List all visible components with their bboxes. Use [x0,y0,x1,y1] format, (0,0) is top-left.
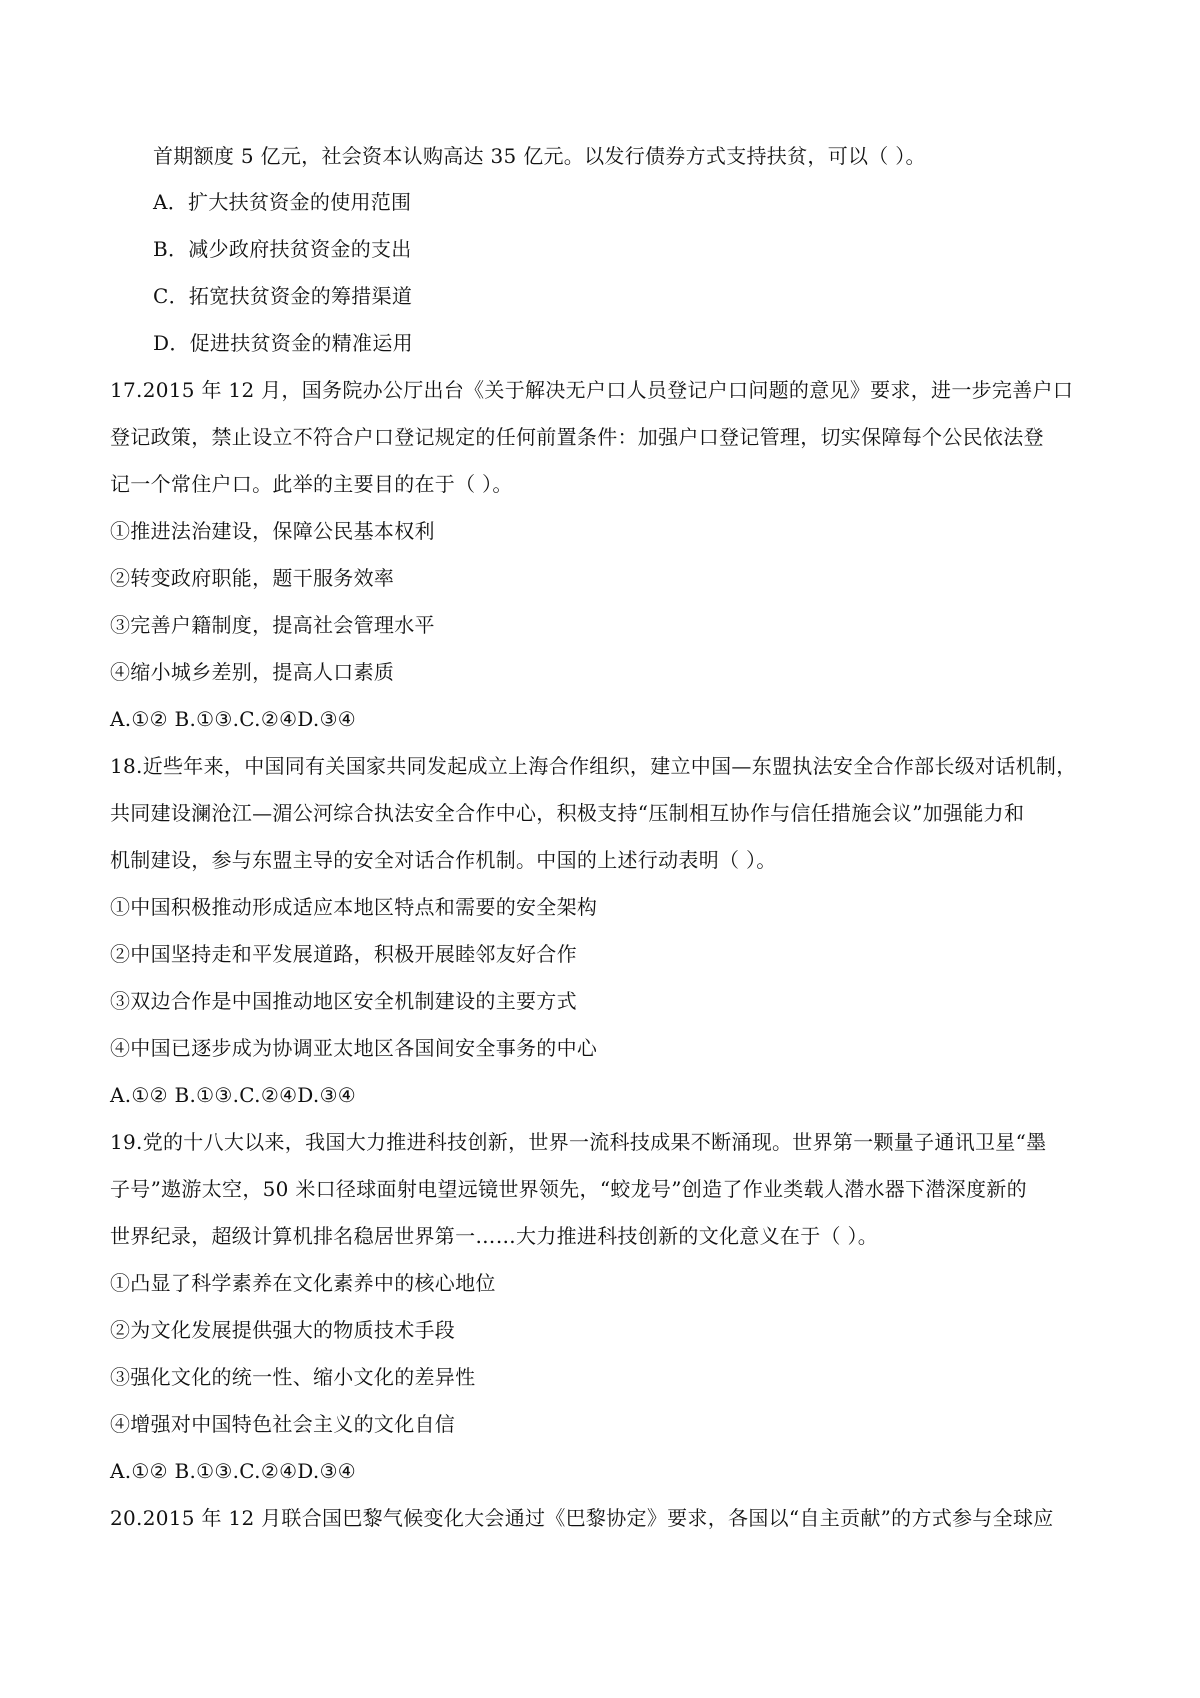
q18-stem-line-1: 18.近些年来，中国同有关国家共同发起成立上海合作组织，建立中国—东盟执法安全合作部长级对话机制， [110,754,1077,778]
q17-stem-line-2: 登记政策，禁止设立不符合户口登记规定的任何前置条件：加强户口登记管理，切实保障每个公民依法登 [110,425,1044,449]
q20-stem-line-1: 20.2015 年 12 月联合国巴黎气候变化大会通过《巴黎协定》要求，各国以“自主贡献”的方式参与全球应 [110,1506,1054,1530]
q16-option-b: B．减少政府扶贫资金的支出 [153,237,412,261]
q17-item-3: ③完善户籍制度，提高社会管理水平 [110,613,435,637]
q18-answer-choices: A.①② B.①③.C.②④D.③④ [110,1083,357,1107]
q18-item-3: ③双边合作是中国推动地区安全机制建设的主要方式 [110,989,577,1013]
q16-option-c: C．拓宽扶贫资金的筹措渠道 [153,284,413,308]
q18-item-1: ①中国积极推动形成适应本地区特点和需要的安全架构 [110,895,598,919]
q18-item-4: ④中国已逐步成为协调亚太地区各国间安全事务的中心 [110,1036,598,1060]
q17-stem-line-3: 记一个常住户口。此举的主要目的在于（ ）。 [110,472,513,496]
q19-stem-line-3: 世界纪录，超级计算机排名稳居世界第一……大力推进科技创新的文化意义在于（ ）。 [110,1224,879,1248]
q18-stem-line-2: 共同建设澜沧江—湄公河综合执法安全合作中心，积极支持“压制相互协作与信任措施会议”加强能力和 [110,801,1025,825]
q19-item-2: ②为文化发展提供强大的物质技术手段 [110,1318,456,1342]
q17-item-1: ①推进法治建设，保障公民基本权利 [110,519,435,543]
q18-item-2: ②中国坚持走和平发展道路，积极开展睦邻友好合作 [110,942,577,966]
q19-stem-line-1: 19.党的十八大以来，我国大力推进科技创新，世界一流科技成果不断涌现。世界第一颗量子通讯卫星“墨 [110,1130,1047,1154]
q17-item-4: ④缩小城乡差别，提高人口素质 [110,660,395,684]
q19-item-1: ①凸显了科学素养在文化素养中的核心地位 [110,1271,496,1295]
q18-stem-line-3: 机制建设，参与东盟主导的安全对话合作机制。中国的上述行动表明（ ）。 [110,848,777,872]
q19-item-3: ③强化文化的统一性、缩小文化的差异性 [110,1365,476,1389]
q16-stem-end: 首期额度 5 亿元，社会资本认购高达 35 亿元。以发行债券方式支持扶贫，可以（ ）。 [153,144,926,168]
q16-option-a: A．扩大扶贫资金的使用范围 [153,190,412,214]
q16-option-d: D．促进扶贫资金的精准运用 [153,331,413,355]
q19-item-4: ④增强对中国特色社会主义的文化自信 [110,1412,456,1436]
q19-answer-choices: A.①② B.①③.C.②④D.③④ [110,1459,357,1483]
q17-stem-line-1: 17.2015 年 12 月，国务院办公厅出台《关于解决无户口人员登记户口问题的意见》要求，进一步完善户口 [110,378,1074,402]
q17-answer-choices: A.①② B.①③.C.②④D.③④ [110,707,357,731]
q19-stem-line-2: 子号”遨游太空，50 米口径球面射电望远镜世界领先，“蛟龙号”创造了作业类载人潜水器下潜深度新的 [110,1177,1027,1201]
q17-item-2: ②转变政府职能，题干服务效率 [110,566,395,590]
